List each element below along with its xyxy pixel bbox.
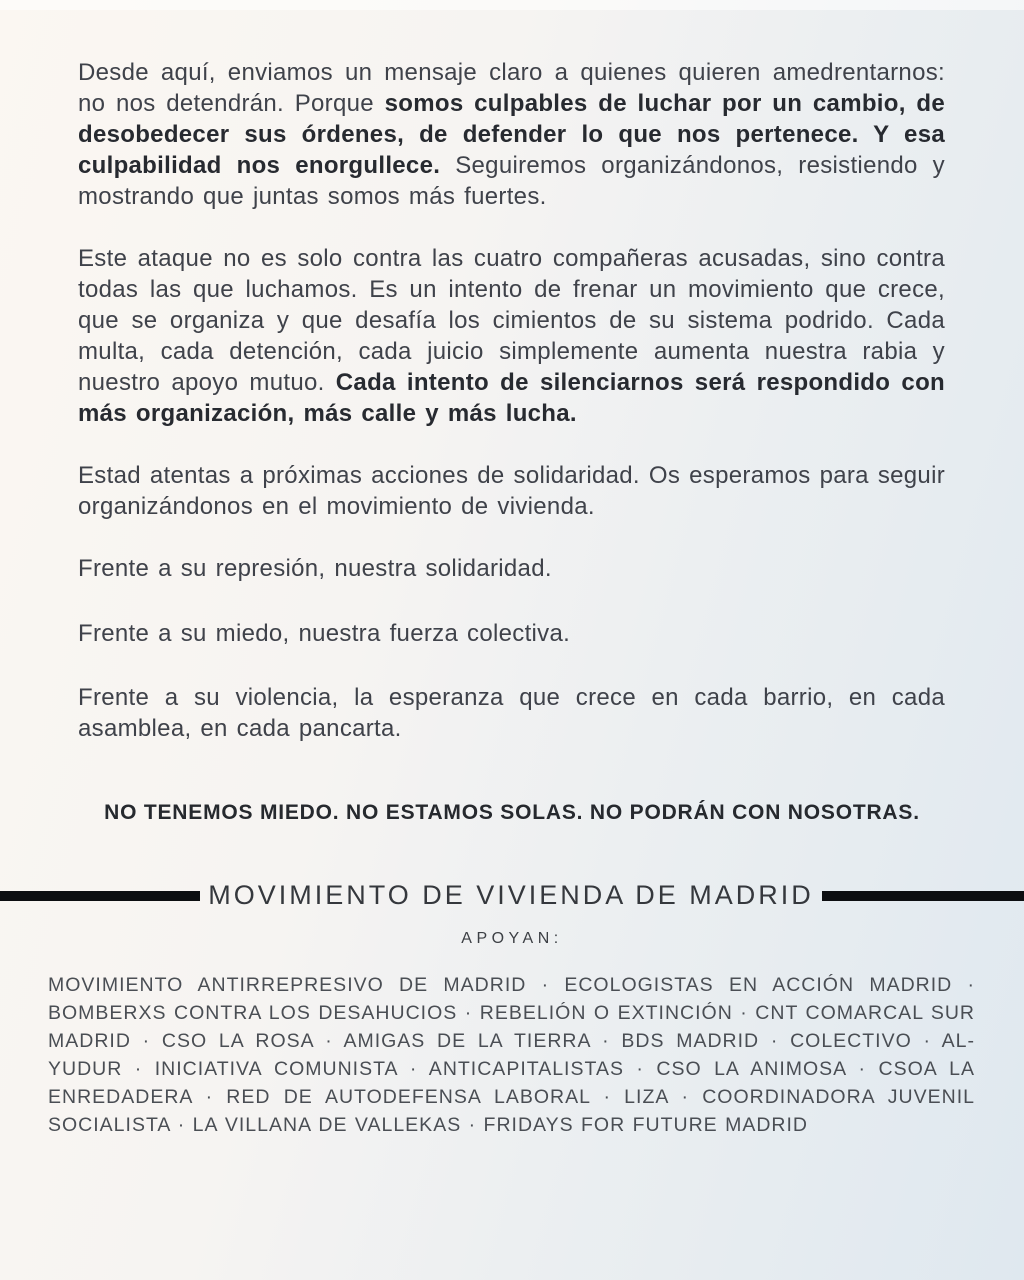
supporters-list: MOVIMIENTO ANTIRREPRESIVO DE MADRID · ECOLOGISTAS EN ACCIÓN MADRID · BOMBERXS CONTRA LOS DESAHUCIOS · REBELIÓN O EXTINCIÓN · CNT COMARCAL SUR MADRID · CSO LA ROSA · AMIGAS DE LA TIERRA · BDS MADRID · COLECTIVO · AL-YUDUR · INICIATIVA COMUNISTA · ANTICAPITALISTAS · CSO LA ANIMOSA · CSOA LA ENREDADERA · RED DE AUTODEFENSA LABORAL · LIZA · COORDINADORA JUVENIL SOCIALISTA · LA VILLANA DE VALLEKAS · FRIDAYS FOR FUTURE MADRID: [48, 974, 975, 1136]
paragraph-defiance: [78, 57, 945, 212]
paragraph-next-actions: Estad atentas a próximas acciones de solidaridad. Os esperamos para seguir organizándonos en el movimiento de vivienda.: [78, 462, 945, 520]
paragraph-text: Seguiremos organizándonos, resistiendo y mostrando que juntas somos más fuertes.: [78, 152, 945, 210]
paragraph-text: Desde aquí, enviamos un mensaje claro a quienes quieren amedrentarnos: no nos detendrán. Porque: [78, 59, 945, 117]
supporters-label: APOYAN:: [461, 930, 563, 947]
paragraph-bold-text: somos culpables de luchar por un cambio, de desobedecer sus órdenes, de defender lo que nos pertenece. Y esa culpabilidad nos enorgullece.: [78, 90, 945, 179]
slogan-line: NO TENEMOS MIEDO. NO ESTAMOS SOLAS. NO PODRÁN CON NOSOTRAS.: [104, 801, 920, 824]
paragraph-frente-represion: Frente a su represión, nuestra solidaridad.: [78, 555, 552, 582]
paragraph-frente-violencia: Frente a su violencia, la esperanza que crece en cada barrio, en cada asamblea, en cada pancarta.: [78, 684, 945, 742]
footer-title-row: [0, 880, 1024, 911]
paragraph-text: Este ataque no es solo contra las cuatro compañeras acusadas, sino contra todas las que luchamos. Es un intento de frenar un movimiento que crece, que se organiza y que desafía los cimientos de su sistema podrido. Cada multa, cada detención, cada juicio simplemente aumenta nuestra rabia y nuestro apoyo mutuo.: [78, 245, 945, 396]
left-divider-bar: [0, 891, 200, 901]
movement-title: MOVIMIENTO DE VIVIENDA DE MADRID: [208, 880, 814, 910]
paragraph-frente-miedo: Frente a su miedo, nuestra fuerza colectiva.: [78, 620, 571, 647]
paragraph-attack: [78, 243, 945, 429]
right-divider-bar: [822, 891, 1024, 901]
paragraph-bold-text: Cada intento de silenciarnos será respondido con más organización, más calle y más lucha.: [78, 369, 945, 427]
